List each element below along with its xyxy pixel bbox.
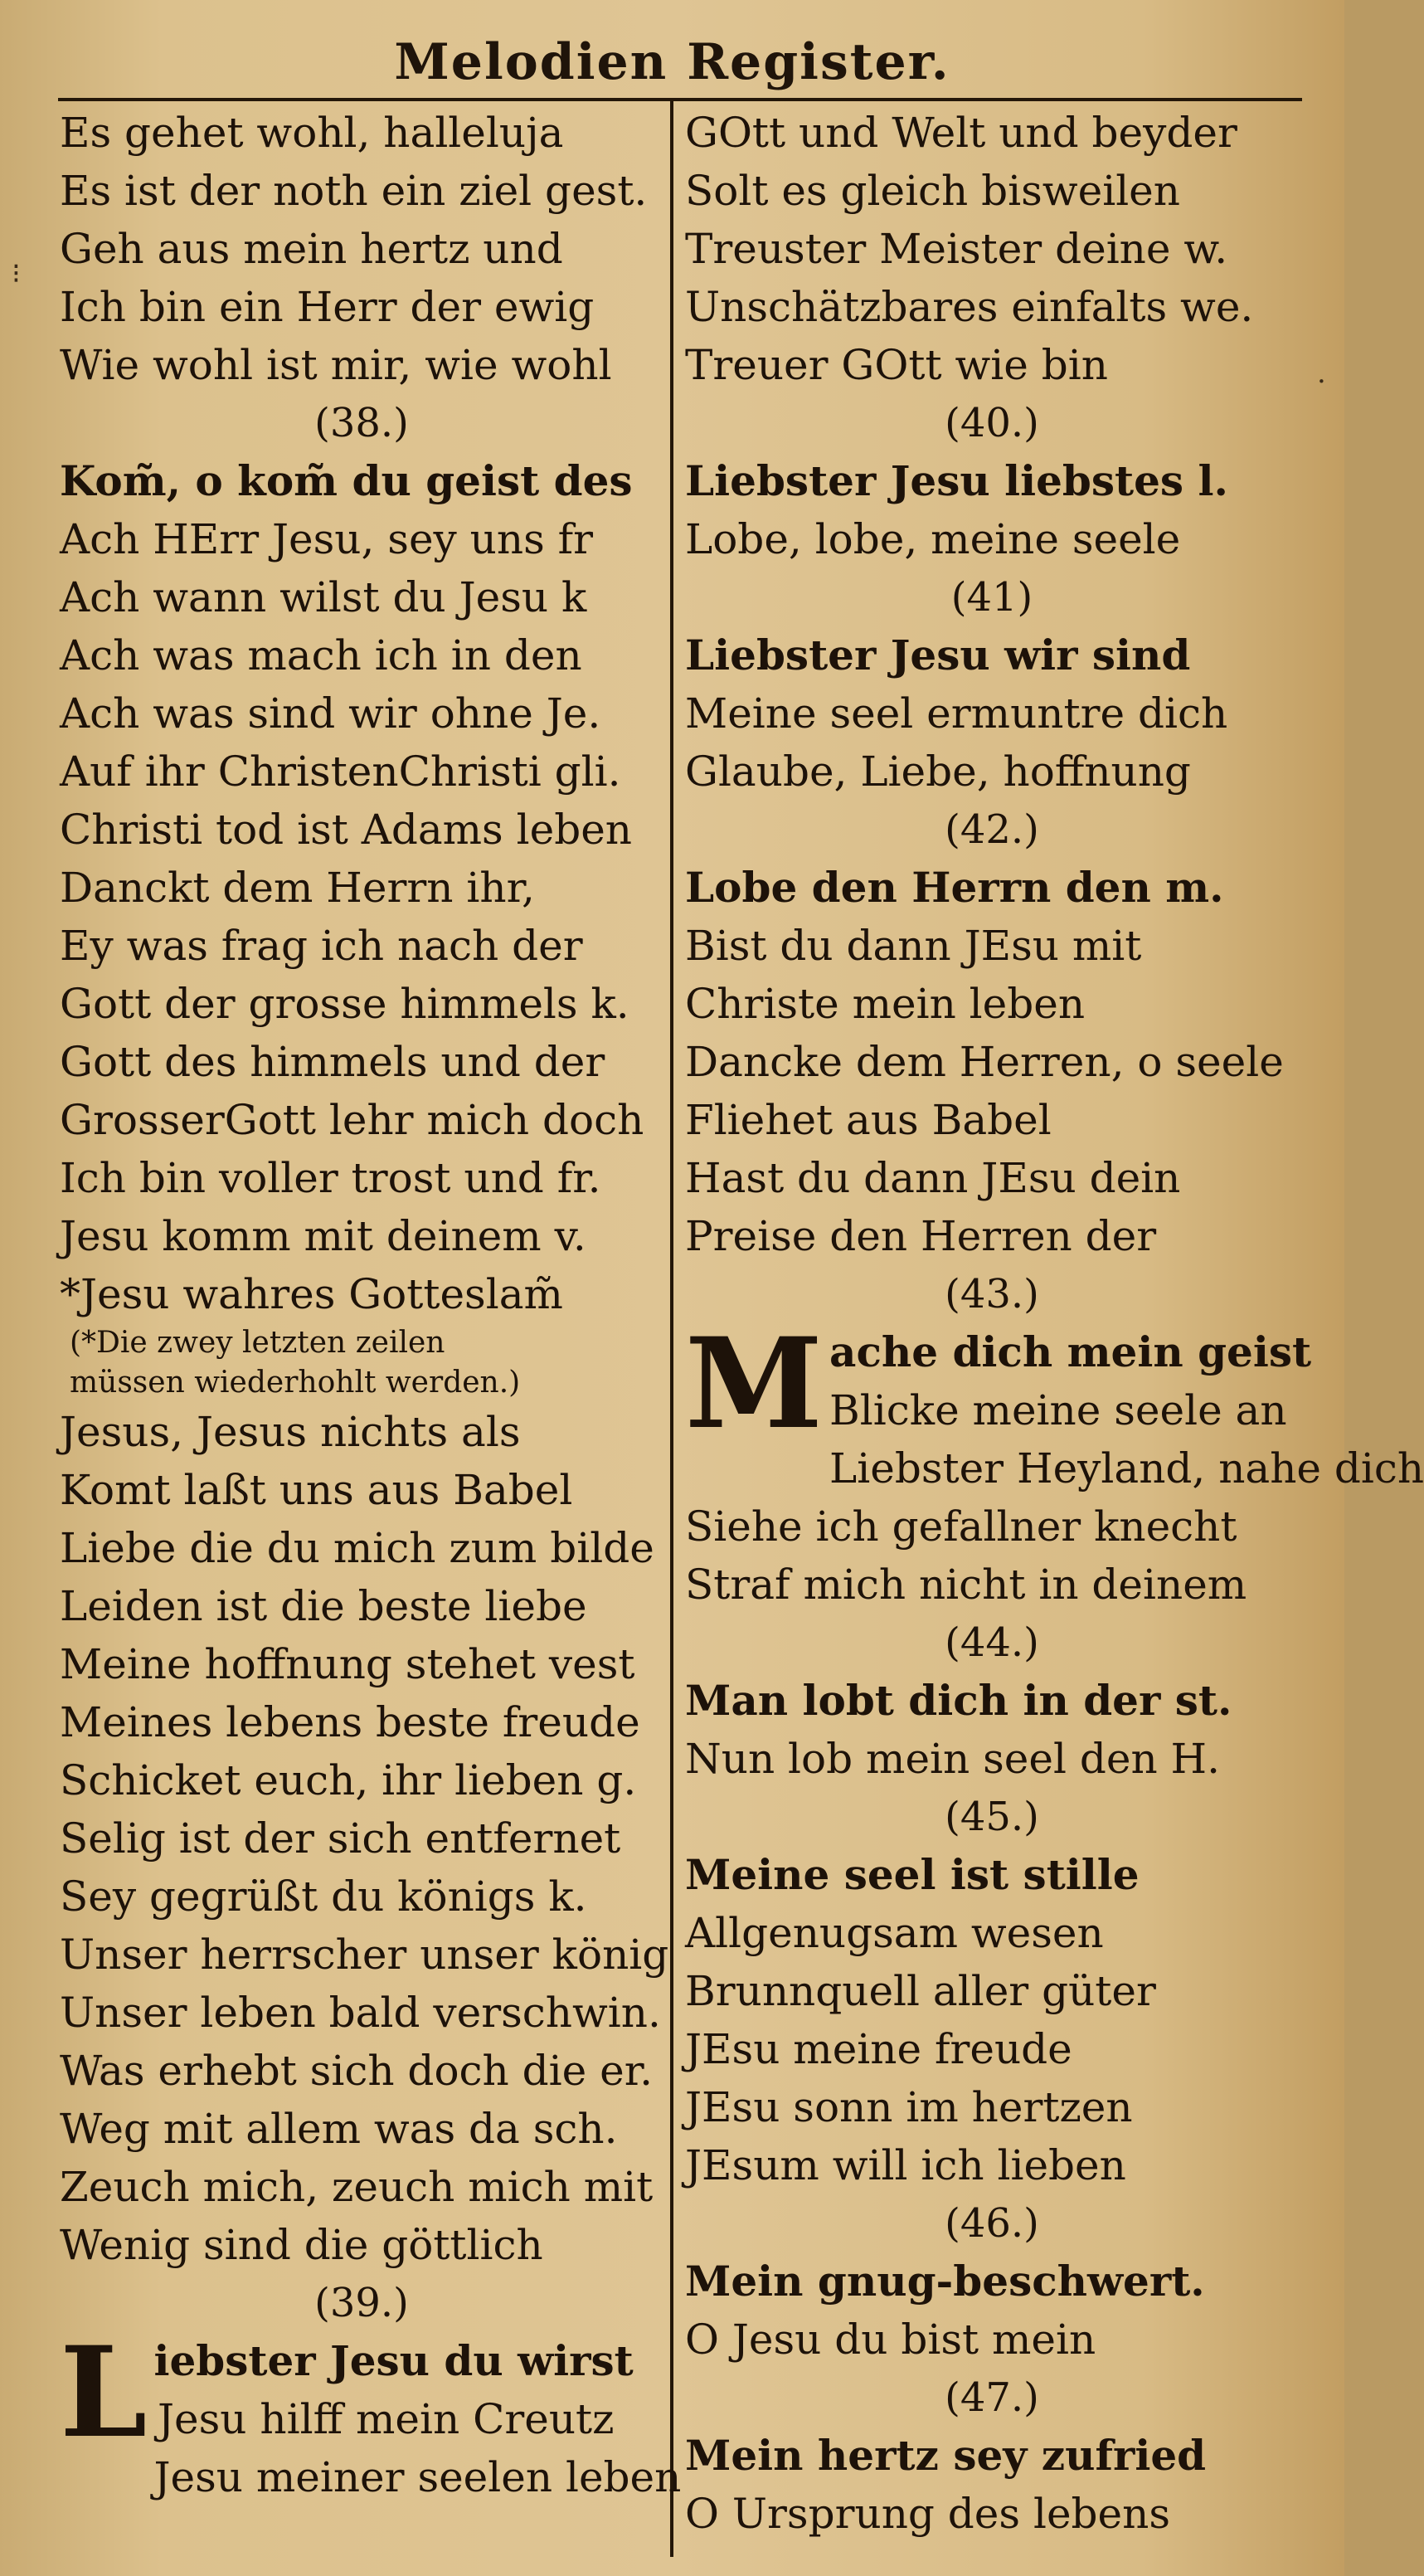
lead-melody-entry: Kom̃, o kom̃ du geist des (60, 456, 633, 505)
melody-entry: Ach HErr Jesu, sey uns fr (60, 515, 594, 563)
section-number: (44.) (945, 1619, 1039, 1666)
melody-entry: Gott des himmels und der (60, 1038, 605, 1086)
section-number: (45.) (945, 1794, 1039, 1840)
melody-entry: Liebe die du mich zum bilde (60, 1524, 654, 1572)
lead-melody-entry: Lobe den Herrn den m. (685, 863, 1224, 912)
section-number: (43.) (945, 1271, 1039, 1317)
melody-entry: Wenig sind die göttlich (60, 2221, 543, 2269)
drop-cap: M (685, 1311, 824, 1457)
melody-entry: Treuer GOtt wie bin (685, 341, 1108, 389)
melody-entry: Weg mit allem was da sch. (60, 2105, 618, 2153)
melody-entry: Es gehet wohl, halleluja (60, 109, 564, 157)
melody-entry: Leiden ist die beste liebe (60, 1582, 587, 1630)
header-rule (58, 98, 1302, 101)
melody-entry: GOtt und Welt und beyder (685, 109, 1237, 157)
melody-entry: Ich bin voller trost und fr. (60, 1154, 601, 1202)
melody-entry: Jesu hilff mein Creutz (158, 2395, 615, 2443)
melody-entry: Meine hoffnung stehet vest (60, 1640, 635, 1688)
melody-entry: Ach was sind wir ohne Je. (60, 689, 601, 738)
melody-entry: Hast du dann JEsu dein (685, 1154, 1181, 1202)
margin-mark: · (1317, 365, 1326, 398)
melody-entry: Danckt dem Herrn ihr, (60, 864, 535, 912)
melody-entry: Sey gegrüßt du königs k. (60, 1872, 587, 1921)
column-divider (670, 101, 673, 2557)
melody-entry: O Jesu du bist mein (685, 2315, 1096, 2364)
melody-entry: Preise den Herren der (685, 1212, 1157, 1260)
melody-entry: Es ist der noth ein ziel gest. (60, 167, 648, 215)
section-number: (38.) (314, 400, 409, 446)
melody-entry: Gott der grosse himmels k. (60, 980, 629, 1028)
section-number: (47.) (945, 2374, 1039, 2421)
melody-entry: Bist du dann JEsu mit (685, 922, 1142, 970)
melody-entry: Straf mich nicht in deinem (685, 1561, 1247, 1609)
melody-entry: Was erhebt sich doch die er. (60, 2047, 654, 2095)
melody-entry: Glaube, Liebe, hoffnung (685, 747, 1191, 796)
melody-entry: Ich bin ein Herr der ewig (60, 283, 595, 331)
footnote-line: müssen wiederhohlt werden.) (70, 1366, 521, 1400)
melody-entry: Ach was mach ich in den (60, 631, 582, 679)
melody-entry: Jesus, Jesus nichts als (60, 1408, 521, 1456)
section-number: (41) (950, 574, 1033, 621)
melody-entry: Wie wohl ist mir, wie wohl (60, 341, 612, 389)
melody-entry: Unschätzbares einfalts we. (685, 283, 1254, 331)
melody-entry: Zeuch mich, zeuch mich mit (60, 2163, 654, 2211)
lead-melody-entry: Liebster Jesu wir sind (685, 631, 1191, 679)
margin-mark: ⁝ (12, 257, 21, 290)
melody-entry: Lobe, lobe, meine seele (685, 515, 1181, 563)
lead-melody-entry: Meine seel ist stille (685, 1850, 1140, 1899)
melody-entry: Meine seel ermuntre dich (685, 689, 1228, 738)
melody-entry: JEsum will ich lieben (685, 2141, 1126, 2189)
section-number: (40.) (945, 400, 1039, 446)
melody-entry: GrosserGott lehr mich doch (60, 1096, 644, 1144)
melody-entry: *Jesu wahres Gotteslam̃ (60, 1270, 563, 1318)
melody-entry: Fliehet aus Babel (685, 1096, 1052, 1144)
melody-entry: Ach wann wilst du Jesu k (60, 573, 587, 621)
section-number: (39.) (314, 2280, 409, 2326)
lead-melody-entry: Mein gnug-beschwert. (685, 2257, 1205, 2306)
entry-text: ache dich mein geist (829, 1327, 1312, 1376)
melody-entry: Selig ist der sich entfernet (60, 1814, 621, 1863)
melody-entry: O Ursprung des lebens (685, 2490, 1170, 2538)
melody-entry: Solt es gleich bisweilen (685, 167, 1180, 215)
lead-melody-entry: Liebster Jesu liebstes l. (685, 456, 1228, 505)
melody-entry: Schicket euch, ihr lieben g. (60, 1756, 637, 1804)
melody-entry: Allgenugsam wesen (685, 1909, 1104, 1957)
melody-entry: JEsu meine freude (685, 2025, 1072, 2073)
melody-entry: Komt laßt uns aus Babel (60, 1466, 573, 1514)
melody-entry: Brunnquell aller güter (685, 1967, 1156, 2015)
melody-entry: JEsu sonn im hertzen (685, 2083, 1133, 2131)
melody-entry: Nun lob mein seel den H. (685, 1735, 1221, 1783)
melody-entry: Meines lebens beste freude (60, 1698, 640, 1746)
lead-melody-entry: Man lobt dich in der st. (685, 1676, 1232, 1725)
melody-entry: Christi tod ist Adams leben (60, 806, 632, 854)
melody-entry: Unser leben bald verschwin. (60, 1989, 661, 2037)
section-number: (46.) (945, 2200, 1039, 2247)
melody-entry: Jesu komm mit deinem v. (60, 1212, 586, 1260)
right-column (685, 104, 1424, 2543)
melody-entry: Siehe ich gefallner knecht (685, 1502, 1237, 1551)
melody-entry: Treuster Meister deine w. (685, 225, 1228, 273)
melody-entry: Christe mein leben (685, 980, 1086, 1028)
melody-entry: Blicke meine seele an (829, 1386, 1287, 1434)
page-header: Melodien Register. (394, 33, 950, 91)
left-column (60, 104, 682, 2506)
lead-melody-entry: Mein hertz sey zufried (685, 2431, 1207, 2480)
footnote-line: (*Die zwey letzten zeilen (70, 1326, 445, 1360)
section-number: (42.) (945, 806, 1039, 853)
melody-entry: Unser herrscher unser könig (60, 1931, 669, 1979)
melody-entry: Dancke dem Herren, o seele (685, 1038, 1284, 1086)
melody-entry: Jesu meiner seelen leben (153, 2453, 682, 2501)
drop-cap: L (60, 2320, 148, 2466)
melody-entry: Ey was frag ich nach der (60, 922, 583, 970)
melody-entry: Liebster Heyland, nahe dich (829, 1444, 1424, 1493)
entry-text: iebster Jesu du wirst (153, 2336, 634, 2385)
melody-entry: Geh aus mein hertz und (60, 225, 563, 273)
melody-entry: Auf ihr ChristenChristi gli. (60, 747, 621, 796)
